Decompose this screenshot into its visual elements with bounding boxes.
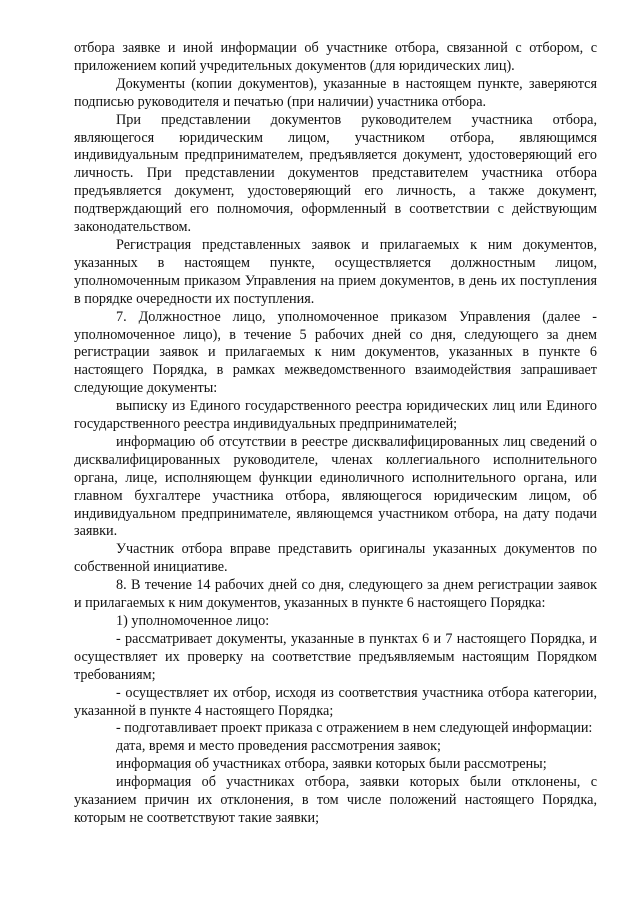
paragraph-subitem-1: 1) уполномоченное лицо: <box>116 613 270 629</box>
paragraph-selection: - осуществляет их отбор, исходя из соответствия участника отбора категории, указанной в пункте 4 настоящего Порядка; <box>74 684 597 719</box>
paragraph-rejected-applications: информация об участниках отбора, заявки которых были отклонены, с указанием причин их отклонения, в том числе положений настоящего Порядка, которым не соответствуют такие заявки; <box>74 774 597 826</box>
document-page <box>74 40 597 828</box>
paragraph-item-7: 7. Должностное лицо, уполномоченное приказом Управления (далее - уполномоченное лицо), в течение 5 рабочих дней со дня, следующего за днем регистрации заявок и прилагаемых к ним документов, указанных в пункте 6 настоящего Порядка, в рамках межведомственного взаимодействия запрашивает следующие документы: <box>74 308 597 397</box>
paragraph-originals: Участник отбора вправе представить оригиналы указанных документов по собственной инициативе. <box>74 541 597 576</box>
paragraph-review-documents: - рассматривает документы, указанные в пунктах 6 и 7 настоящего Порядка, и осуществляет их проверку на соответствие предъявляемым настоящим Порядком требованиям; <box>74 630 597 683</box>
paragraph-documents-certification: Документы (копии документов), указанные в настоящем пункте, заверяются подписью руководителя и печатью (при наличии) участника отбора. <box>74 75 597 110</box>
paragraph-registry-extract: выписку из Единого государственного реестра юридических лиц или Единого государственного реестра индивидуальных предпринимателей; <box>74 398 597 433</box>
paragraph-continuation: отбора заявке и иной информации об участнике отбора, связанной с отбором, с приложением копий учредительных документов (для юридических лиц). <box>74 40 597 74</box>
paragraph-date-time-place: дата, время и место проведения рассмотрения заявок; <box>116 738 441 755</box>
paragraph-draft-order: - подготавливает проект приказа с отражением в нем следующей информации: <box>116 720 593 737</box>
paragraph-item-8: 8. В течение 14 рабочих дней со дня, следующего за днем регистрации заявок и прилагаемых к ним документов, указанных в пункте 6 настоящего Порядка: <box>74 577 597 612</box>
paragraph-disqualified-persons: информацию об отсутствии в реестре дисквалифицированных лиц сведений о дисквалифицированных руководителе, членах коллегиального исполнительного органа, лице, исполняющем функции единоличного исполнительного органа, или главном бухгалтере участника отбора, являющегося юридическим лицом, об индивидуальном предпринимателе, являющемся участником отбора, на дату подачи заявки. <box>74 433 597 540</box>
paragraph-registration: Регистрация представленных заявок и прилагаемых к ним документов, указанных в настоящем пункте, осуществляется должностным лицом, уполномоченным приказом Управления на прием документов, в день их поступления в порядке очередности их поступления. <box>74 236 597 307</box>
paragraph-identity-documents: При представлении документов руководителем участника отбора, являющегося юридическим лицом, участником отбора, являющимся индивидуальным предпринимателем, предъявляется документ, удостоверяющий его личность. При представлении документов представителем участника отбора предъявляется документ, удостоверяющий его личность, а также документ, подтверждающий его полномочия, оформленный в соответствии с действующим законодательством. <box>74 111 597 236</box>
paragraph-reviewed-applications: информация об участниках отбора, заявки которых были рассмотрены; <box>116 756 547 773</box>
